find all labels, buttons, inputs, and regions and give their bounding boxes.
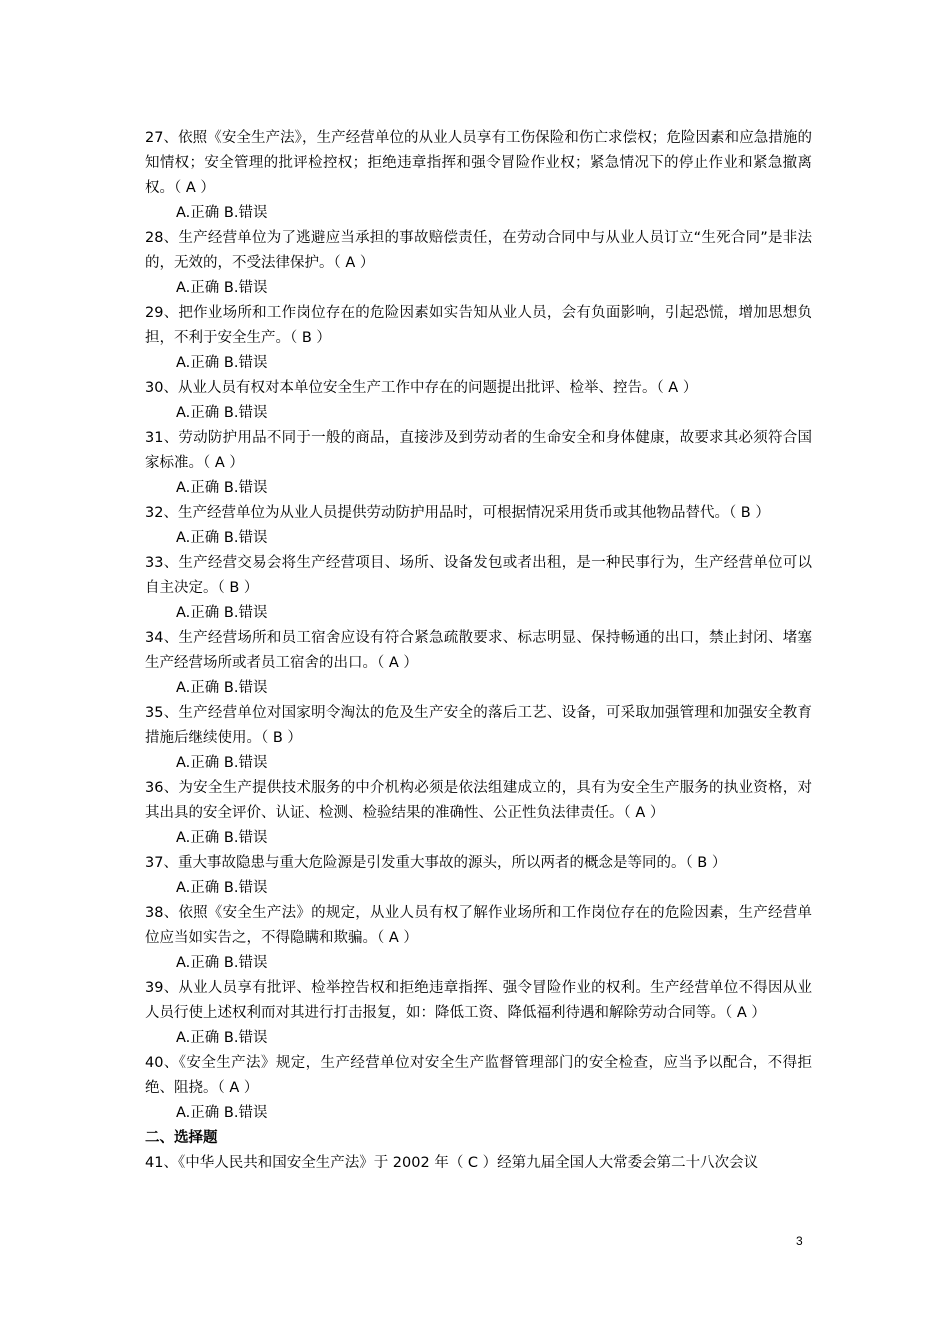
question-text: 36、为安全生产提供技术服务的中介机构必须是依法组建成立的，具有为安全生产服务的执业资格，对其出具的安全评价、认证、检测、检验结果的准确性、公正性负法律责任。（ A ）: [145, 780, 812, 821]
question-options: A.正确 B.错误: [176, 355, 268, 371]
question-32: [145, 501, 812, 551]
question-36: [145, 776, 812, 851]
question-text: 35、生产经营单位对国家明令淘汰的危及生产安全的落后工艺、设备，可采取加强管理和加强安全教育措施后继续使用。（ B ）: [145, 705, 812, 746]
question-29: [145, 301, 812, 376]
question-text: 37、重大事故隐患与重大危险源是引发重大事故的源头，所以两者的概念是等同的。（ B ）: [145, 855, 727, 871]
question-35: [145, 701, 812, 776]
question-text: 27、依照《安全生产法》，生产经营单位的从业人员享有工伤保险和伤亡求偿权；危险因素和应急措施的知情权；安全管理的批评检控权；拒绝违章指挥和强令冒险作业权；紧急情况下的停止作业和紧急撤离权。（ A ）: [145, 130, 812, 196]
question-38: [145, 901, 812, 976]
question-options: A.正确 B.错误: [176, 830, 268, 846]
question-37: [145, 851, 812, 901]
question-28: [145, 226, 812, 301]
question-options: A.正确 B.错误: [176, 1030, 268, 1046]
question-text: 34、生产经营场所和员工宿舍应设有符合紧急疏散要求、标志明显、保持畅通的出口，禁止封闭、堵塞生产经营场所或者员工宿舍的出口。（ A ）: [145, 630, 812, 671]
question-text: 40、《安全生产法》规定，生产经营单位对安全生产监督管理部门的安全检查，应当予以配合，不得拒绝、阻挠。（ A ）: [145, 1055, 812, 1096]
page-number: 3: [796, 1234, 803, 1248]
section-heading: 二、选择题: [145, 1130, 218, 1146]
question-options: A.正确 B.错误: [176, 880, 268, 896]
question-text: 32、生产经营单位为从业人员提供劳动防护用品时，可根据情况采用货币或其他物品替代。（ B ）: [145, 505, 770, 521]
question-34: [145, 626, 812, 701]
question-options: A.正确 B.错误: [176, 405, 268, 421]
question-33: [145, 551, 812, 626]
page-content: [145, 126, 812, 1176]
question-text: 28、生产经营单位为了逃避应当承担的事故赔偿责任，在劳动合同中与从业人员订立“生死合同”是非法的，无效的，不受法律保护。（ A ）: [145, 230, 812, 271]
question-options: A.正确 B.错误: [176, 205, 268, 221]
question-39: [145, 976, 812, 1051]
question-options: A.正确 B.错误: [176, 605, 268, 621]
question-options: A.正确 B.错误: [176, 280, 268, 296]
question-41-text: 41、《中华人民共和国安全生产法》于 2002 年（ C ）经第九届全国人大常委会第二十八次会议: [145, 1155, 759, 1171]
question-text: 39、从业人员享有批评、检举控告权和拒绝违章指挥、强令冒险作业的权利。生产经营单位不得因从业人员行使上述权利而对其进行打击报复，如：降低工资、降低福利待遇和解除劳动合同等。（ A ）: [145, 980, 812, 1021]
question-text: 29、把作业场所和工作岗位存在的危险因素如实告知从业人员，会有负面影响，引起恐慌，增加思想负担，不利于安全生产。（ B ）: [145, 305, 812, 346]
question-text: 30、从业人员有权对本单位安全生产工作中存在的问题提出批评、检举、控告。（ A ）: [145, 380, 698, 396]
question-options: A.正确 B.错误: [176, 955, 268, 971]
question-options: A.正确 B.错误: [176, 530, 268, 546]
question-30: [145, 376, 812, 426]
question-options: A.正确 B.错误: [176, 480, 268, 496]
question-text: 31、劳动防护用品不同于一般的商品，直接涉及到劳动者的生命安全和身体健康，故要求其必须符合国家标准。（ A ）: [145, 430, 812, 471]
question-text: 38、依照《安全生产法》的规定，从业人员有权了解作业场所和工作岗位存在的危险因素，生产经营单位应当如实告之，不得隐瞒和欺骗。（ A ）: [145, 905, 812, 946]
question-text: 33、生产经营交易会将生产经营项目、场所、设备发包或者出租，是一种民事行为，生产经营单位可以自主决定。（ B ）: [145, 555, 812, 596]
question-options: A.正确 B.错误: [176, 680, 268, 696]
question-31: [145, 426, 812, 501]
question-40: [145, 1051, 812, 1126]
question-options: A.正确 B.错误: [176, 755, 268, 771]
question-options: A.正确 B.错误: [176, 1105, 268, 1121]
question-27: [145, 126, 812, 226]
